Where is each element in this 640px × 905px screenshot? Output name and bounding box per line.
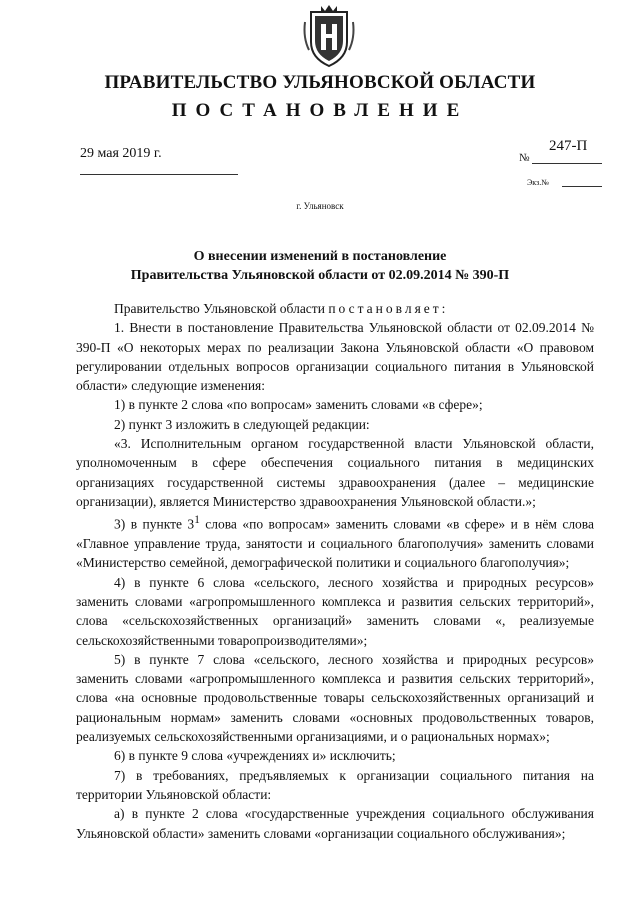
- preamble-text: Правительство Ульяновской области: [114, 301, 325, 316]
- government-name: ПРАВИТЕЛЬСТВО УЛЬЯНОВСКОЙ ОБЛАСТИ: [104, 72, 536, 93]
- paragraph-quote-3: «3. Исполнительным органом государственной власти Ульяновской области, уполномоченным в сфере обеспечения социального питания в медицинских организациях государственной системы здравоохранения (далее – медицинские организации), является Министерство здравоохранения Ульяновской области.»;: [76, 436, 594, 509]
- coat-of-arms-icon: [301, 4, 357, 68]
- item-3-start: 3) в пункте 3: [114, 516, 195, 532]
- item-3-superscript: 1: [194, 514, 200, 527]
- document-type: ПОСТАНОВЛЕНИЕ: [171, 100, 469, 121]
- decree-title-line-2: Правительства Ульяновской области от 02.09.2014 № 390-П: [130, 268, 510, 283]
- preamble-resolves: постановляет:: [328, 301, 449, 316]
- item-3-rest: слова «по вопросам» заменить словами «в сфере» и в нём слова «Главное управление труда, занятости и социального благополучия» заменить словами «Министерство семейной, демографической политики и социального благополучия»;: [76, 516, 594, 571]
- paragraph-item-4: 4) в пункте 6 слова «сельского, лесного хозяйства и природных ресурсов» заменить словами «агропромышленного комплекса и развития сельских территорий», слова «сельскохозяйственных организаций» заменить словами «, реализуемые сельскохозяйственными товаропроизводителями»;: [76, 574, 594, 648]
- copy-number-underline: [562, 186, 602, 187]
- paragraph-item-3: [76, 511, 594, 572]
- paragraph-preamble: [76, 299, 594, 318]
- paragraph-item-1: 1) в пункте 2 слова «по вопросам» заменить словами «в сфере»;: [114, 397, 483, 413]
- paragraph-item-2: 2) пункт 3 изложить в следующей редакции:: [114, 416, 370, 432]
- paragraph-item-6: 6) в пункте 9 слова «учреждениях и» исключить;: [114, 748, 396, 764]
- date-underline: [80, 174, 238, 175]
- decree-date: 29 мая 2019 г.: [80, 146, 162, 161]
- paragraph-1: 1. Внести в постановление Правительства Ульяновской области от 02.09.2014 № 390-П «О некоторых мерах по реализации Закона Ульяновской области «О правовом регулировании отдельных вопросов организации социального питания в Ульяновской области» следующие изменения:: [76, 320, 594, 394]
- city: г. Ульяновск: [296, 201, 344, 211]
- decree-number: 247-П: [549, 138, 588, 154]
- copy-number-label: Экз.№: [527, 178, 549, 187]
- paragraph-item-7a: а) в пункте 2 слова «государственные учреждения социального обслуживания Ульяновской области» заменить словами «организации социального обслуживания»;: [76, 806, 594, 841]
- decree-body: [76, 299, 594, 843]
- paragraph-item-7: 7) в требованиях, предъявляемых к организации социального питания на территории Ульяновской области:: [76, 767, 594, 802]
- number-underline: [532, 163, 602, 164]
- decree-title-line-1: О внесении изменений в постановление: [193, 249, 447, 264]
- number-sign: №: [519, 152, 530, 164]
- paragraph-item-5: 5) в пункте 7 слова «сельского, лесного хозяйства и природных ресурсов» заменить словами «агропромышленного комплекса и развития сельских территорий», слова «на основные продовольственные товары сельскохозяйственных организаций и рациональным нормам» заменить словами «основных продовольственных товаров, реализуемых сельскохозяйственными организациями, и о рациональных нормах»;: [76, 651, 594, 745]
- decree-title: [0, 247, 640, 285]
